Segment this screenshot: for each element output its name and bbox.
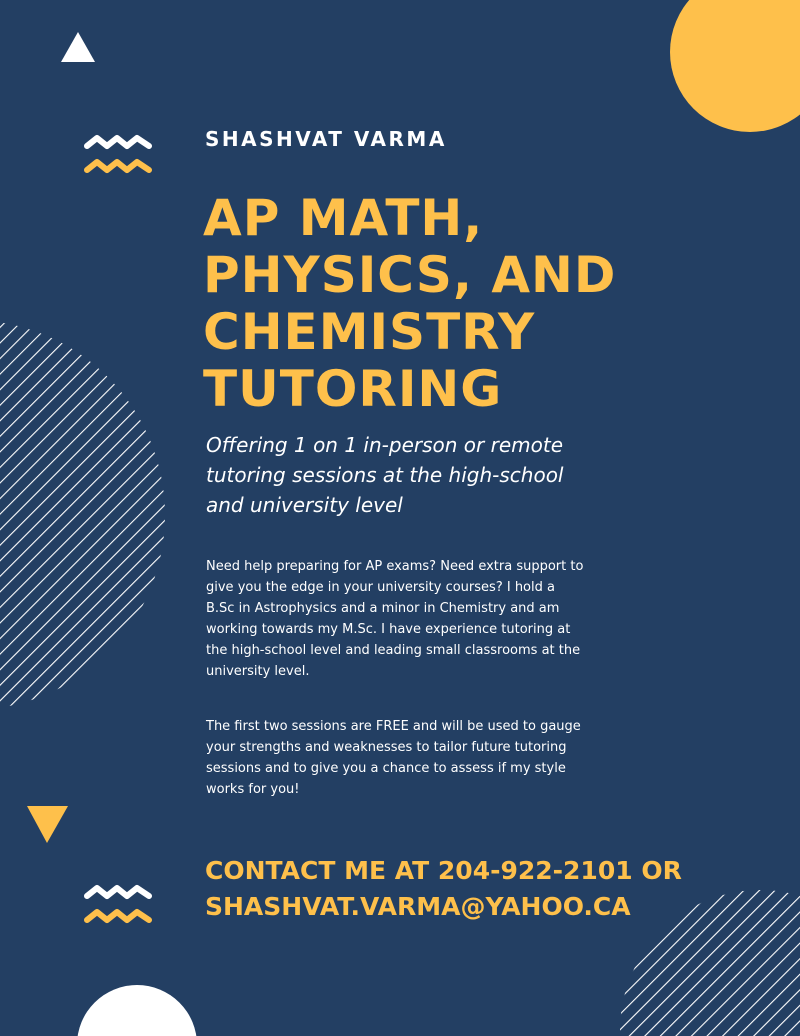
contact-email-line: SHASHVAT.VARMA@YAHOO.CA: [205, 892, 631, 921]
circle-icon: [77, 985, 197, 1036]
circle-icon: [670, 0, 800, 132]
headline-line: CHEMISTRY: [203, 303, 536, 361]
hatched-circle-icon: [0, 320, 165, 710]
contact-phone-line: CONTACT ME AT 204-922-2101 OR: [205, 856, 682, 885]
headline-line: PHYSICS, AND: [203, 246, 617, 304]
zigzag-icon: [87, 888, 149, 920]
triangle-down-icon: [27, 806, 68, 843]
headline-line: AP MATH,: [203, 189, 484, 247]
contact-info: [205, 853, 765, 925]
triangle-up-icon: [61, 32, 95, 62]
offer-paragraph: The first two sessions are FREE and will be used to gauge your strengths and weaknesses to tailor future tutoring sessions and to give you a chance to assess if my style works for you!: [206, 719, 581, 797]
tutor-name: SHASHVAT VARMA: [205, 127, 447, 151]
subtitle: Offering 1 on 1 in-person or remote tutoring sessions at the high-school and university level: [206, 433, 564, 517]
zigzag-icon: [87, 138, 149, 170]
headline: [203, 190, 663, 418]
headline-line: TUTORING: [203, 360, 503, 418]
description-paragraph: Need help preparing for AP exams? Need extra support to give you the edge in your university courses? I hold a B.Sc in Astrophysics and a minor in Chemistry and am working towards my M.Sc. I have experience tutoring at the high-school level and leading small classrooms at the university level.: [206, 559, 584, 679]
